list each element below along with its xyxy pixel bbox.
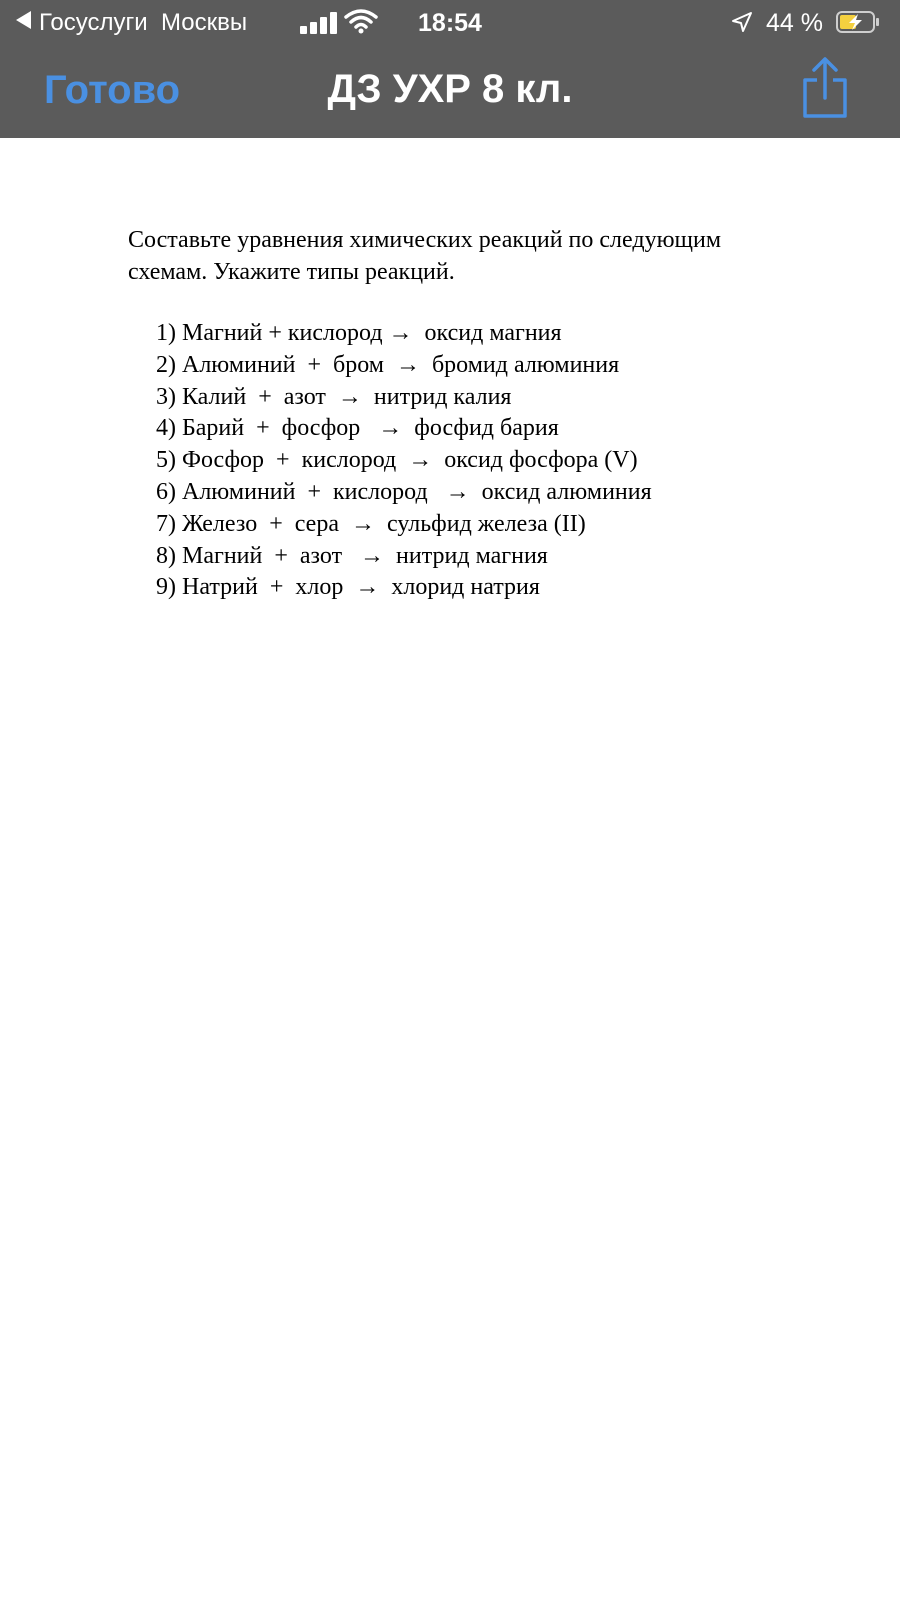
back-app-label: Госуслуги	[39, 9, 148, 36]
intro-line-2: схемам. Укажите типы реакций.	[128, 259, 455, 285]
header	[0, 0, 900, 138]
reaction-item: 4) Барий + фосфор → фосфид бария	[156, 415, 559, 442]
location-arrow-icon	[730, 10, 754, 34]
share-icon[interactable]	[800, 56, 850, 120]
intro-line-1: Составьте уравнения химических реакций по следующим	[128, 227, 722, 253]
status-bar	[0, 0, 900, 44]
reaction-item: 1) Магний + кислород → оксид магния	[156, 320, 562, 346]
document-page	[128, 224, 828, 604]
reaction-item: 5) Фосфор + кислород → оксид фосфора (V)	[156, 447, 638, 474]
document-title: ДЗ УХР 8 кл.	[327, 67, 573, 111]
reaction-item: 9) Натрий + хлор → хлорид натрия	[156, 574, 540, 601]
status-time: 18:54	[418, 9, 482, 37]
carrier-label: Москвы	[160, 9, 248, 36]
reaction-item: 7) Железо + сера → сульфид железа (II)	[156, 510, 586, 537]
battery-percent: 44 %	[766, 9, 823, 37]
reaction-item: 6) Алюминий + кислород → оксид алюминия	[156, 478, 652, 505]
battery-charging-icon	[836, 11, 880, 33]
reaction-item: 2) Алюминий + бром → бромид алюминия	[156, 351, 620, 378]
done-button[interactable]: Готово	[44, 68, 181, 112]
reaction-item: 3) Калий + азот → нитрид калия	[156, 383, 512, 410]
reaction-list	[128, 318, 828, 604]
assignment-intro	[128, 224, 828, 288]
reaction-item: 8) Магний + азот → нитрид магния	[156, 542, 548, 569]
